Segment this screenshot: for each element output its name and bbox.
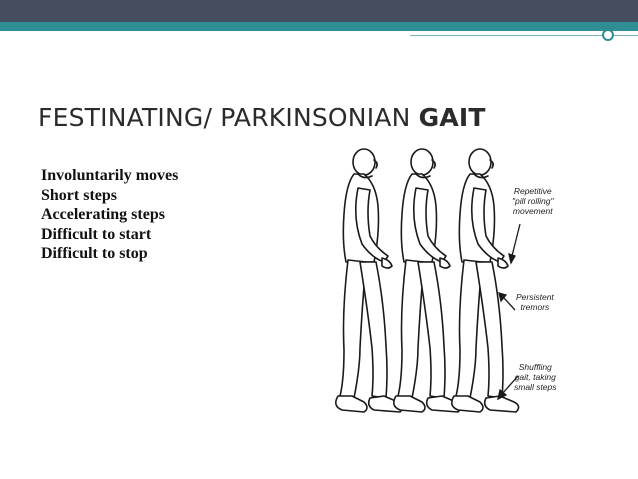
label-line: Shuffling: [518, 362, 552, 372]
list-item: Short steps: [41, 186, 118, 204]
label-repetitive: [512, 186, 553, 216]
label-tremors: [516, 292, 554, 312]
label-line: gait, taking: [514, 372, 556, 382]
list-item: Difficult to stop: [41, 245, 148, 262]
accent-bar: [0, 22, 638, 31]
label-line: Repetitive: [513, 186, 552, 196]
title-bold-text: GAIT: [418, 103, 486, 132]
list-item: Difficult to start: [41, 225, 152, 243]
slide-title: [38, 103, 486, 132]
header-bar: [0, 0, 638, 22]
title-text: FESTINATING/ PARKINSONIAN: [38, 103, 419, 132]
list-item: Accelerating steps: [41, 206, 165, 223]
label-shuffling: [514, 362, 557, 392]
label-line: movement: [512, 206, 553, 216]
label-line: tremors: [520, 302, 550, 312]
symptom-list: [41, 166, 178, 264]
accent-circle: [602, 29, 614, 41]
label-line: Persistent: [516, 292, 554, 302]
list-item: Involuntarily moves: [41, 167, 179, 184]
gait-illustration: [316, 140, 557, 430]
label-line: small steps: [514, 382, 557, 392]
label-line: "pill rolling": [512, 196, 554, 206]
